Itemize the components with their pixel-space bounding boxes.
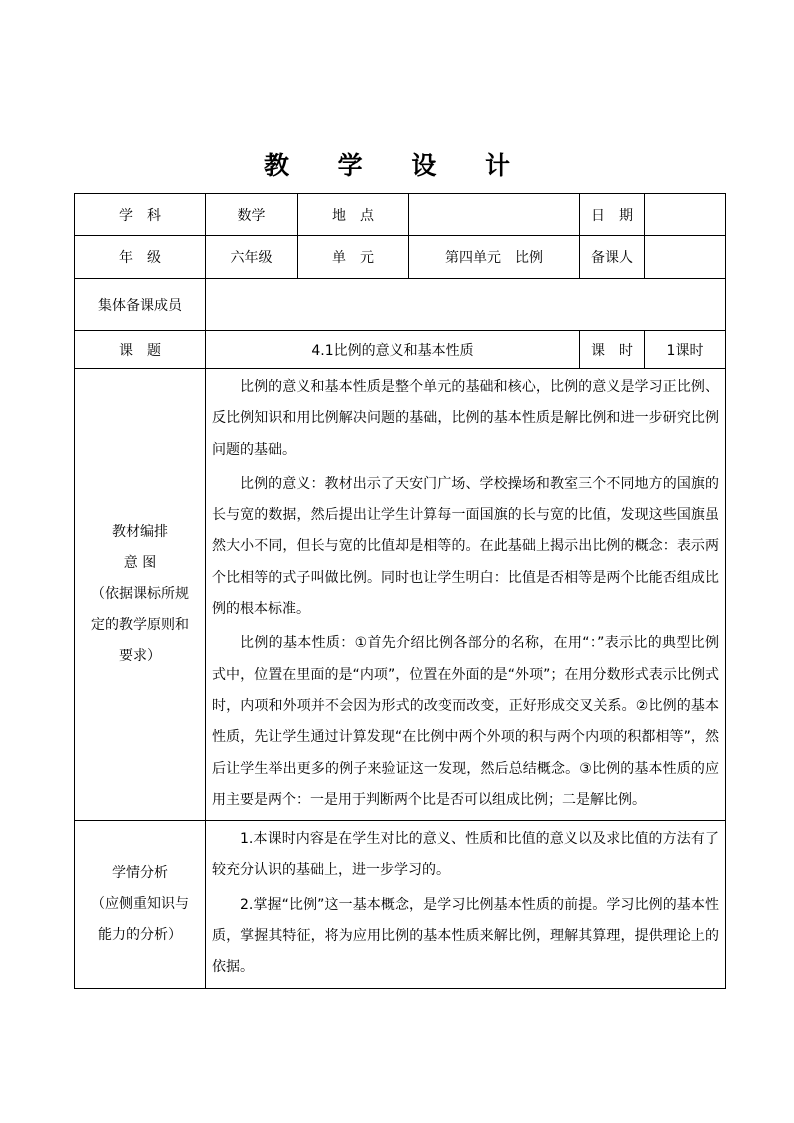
table-row xyxy=(75,331,726,369)
table-row xyxy=(75,236,726,279)
location-label: 地 点 xyxy=(298,194,409,236)
paragraph: 2.掌握“比例”这一基本概念，是学习比例基本性质的前提。学习比例的基本性质，掌握其特征，将为应用比例的基本性质来解比例，理解其算理，提供理论上的依据。 xyxy=(212,896,719,976)
preparer-value xyxy=(645,236,726,279)
unit-label: 单 元 xyxy=(298,236,409,279)
period-value: 1课时 xyxy=(645,331,726,369)
paragraph: 比例的基本性质：①首先介绍比例各部分的名称，在用“：”表示比的典型比例式中，位置在里面的是“内项”，位置在外面的是“外项”；在用分数形式表示比例式时，内项和外项并不会因为形式的改变而改变，正好形成交叉关系。②比例的基本性质，先让学生通过计算发现“在比例中两个外项的积与两个内项的积都相等”，然后让学生举出更多的例子来验证这一发现，然后总结概念。③比例的基本性质的应用主要是两个：一是用于判断两个比是否可以组成比例；二是解比例。 xyxy=(212,635,719,808)
textbook-intent-label xyxy=(75,369,206,821)
subject-value: 数学 xyxy=(206,194,298,236)
label-line: （依据课标所规 xyxy=(91,586,189,603)
topic-value: 4.1比例的意义和基本性质 xyxy=(206,331,580,369)
label-line: 教材编排 xyxy=(112,524,168,541)
label-line: 要求） xyxy=(119,648,161,665)
label-line: 学情分析 xyxy=(112,864,168,881)
grade-label: 年 级 xyxy=(75,236,206,279)
student-analysis-label xyxy=(75,821,206,988)
table-row xyxy=(75,369,726,821)
student-analysis-content xyxy=(206,821,726,988)
label-line: 意 图 xyxy=(123,555,157,572)
subject-label: 学 科 xyxy=(75,194,206,236)
label-line: （应侧重知识与 xyxy=(91,895,189,912)
document-title: 教 学 设 计 xyxy=(263,151,531,180)
location-value xyxy=(409,194,580,236)
label-line: 能力的分析） xyxy=(98,926,182,943)
table-row xyxy=(75,194,726,236)
table-row xyxy=(75,821,726,988)
grade-value: 六年级 xyxy=(206,236,298,279)
paragraph: 1.本课时内容是在学生对比的意义、性质和比值的意义以及求比值的方法有了较充分认识的基础上，进一步学习的。 xyxy=(212,831,719,879)
period-label: 课 时 xyxy=(580,331,645,369)
paragraph: 比例的意义和基本性质是整个单元的基础和核心，比例的意义是学习正比例、反比例知识和用比例解决问题的基础，比例的基本性质是解比例和进一步研究比例问题的基础。 xyxy=(212,379,719,458)
table-row xyxy=(75,279,726,331)
date-label: 日 期 xyxy=(580,194,645,236)
textbook-intent-content xyxy=(206,369,726,821)
label-line: 定的教学原则和 xyxy=(91,617,189,634)
unit-value: 第四单元 比例 xyxy=(409,236,580,279)
date-value xyxy=(645,194,726,236)
members-value xyxy=(206,279,726,331)
preparer-label: 备课人 xyxy=(580,236,645,279)
lesson-plan-table xyxy=(74,193,726,989)
paragraph: 比例的意义：教材出示了天安门广场、学校操场和教室三个不同地方的国旗的长与宽的数据，然后提出让学生计算每一面国旗的长与宽的比值，发现这些国旗虽然大小不同，但长与宽的比值却是相等的。在此基础上揭示出比例的概念：表示两个比相等的式子叫做比例。同时也让学生明白：比值是否相等是两个比能否组成比例的根本标准。 xyxy=(212,475,719,618)
topic-label: 课 题 xyxy=(75,331,206,369)
members-label: 集体备课成员 xyxy=(75,279,206,331)
